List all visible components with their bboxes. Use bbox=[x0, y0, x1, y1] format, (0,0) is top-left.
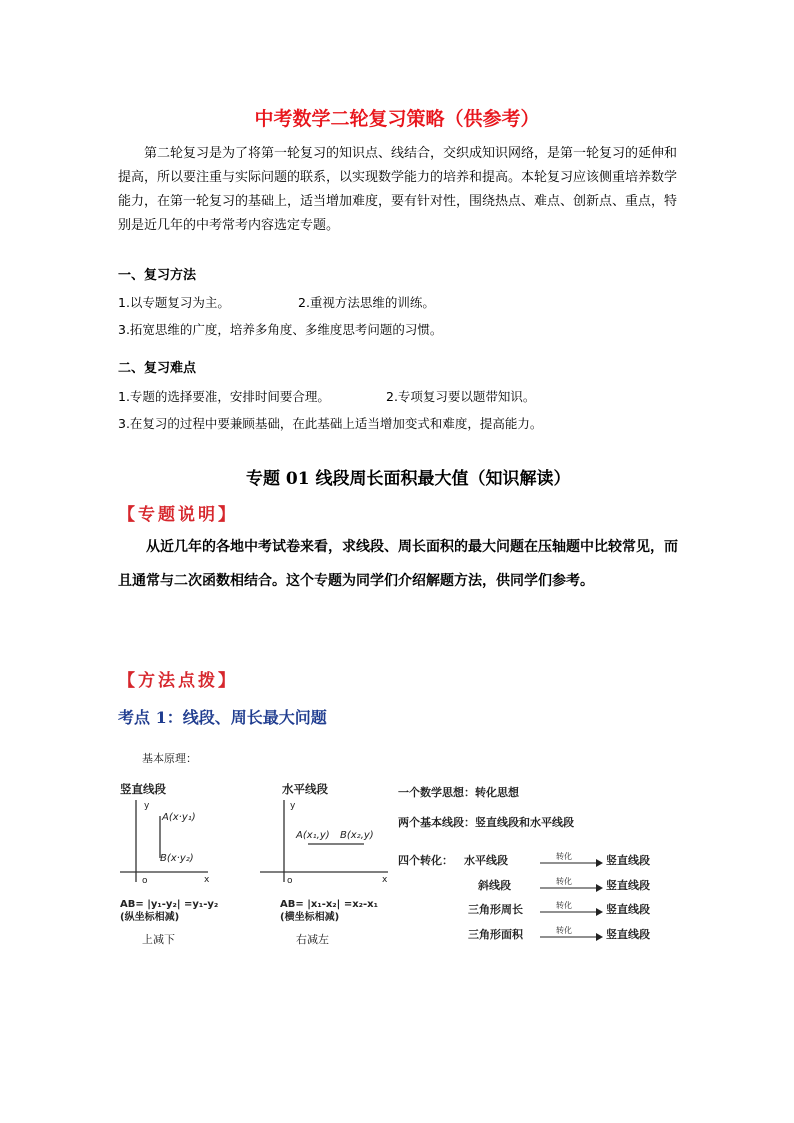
arrowhead-icon bbox=[596, 884, 603, 892]
horizontal-point-a: A(x₁,y) bbox=[296, 830, 330, 841]
vertical-origin-label: o bbox=[142, 876, 148, 886]
vertical-note: (纵坐标相减) bbox=[120, 912, 180, 923]
arrowhead-icon bbox=[596, 908, 603, 916]
vertical-formula: AB= |y₁-y₂| =y₁-y₂ bbox=[120, 899, 219, 910]
label-method-tips: 【方法点拨】 bbox=[118, 671, 238, 691]
arrowhead-icon bbox=[596, 859, 603, 867]
horizontal-note: (横坐标相减) bbox=[280, 912, 340, 923]
topic-title: 专题 01 线段周长面积最大值（知识解读） bbox=[246, 469, 571, 489]
intro-paragraph: 第二轮复习是为了将第一轮复习的知识点、线结合，交织成知识网络，是第一轮复习的延伸和提高，所以要注重与实际问题的联系，以实现数学能力的培养和提高。本轮复习应该侧重培养数学能力，在第一轮复习的基础上，适当增加难度，要有针对性，围绕热点、难点、创新点、重点，特别是近几年的中考常考内容选定专题。 bbox=[118, 146, 678, 233]
basic-principle-diagram bbox=[100, 740, 700, 960]
horizontal-y-axis-label: y bbox=[290, 801, 296, 811]
principle-diagram-svg bbox=[100, 740, 700, 960]
vertical-x-axis-label: x bbox=[204, 875, 210, 885]
conversion-row bbox=[468, 925, 650, 941]
math-thought: 一个数学思想：转化思想 bbox=[398, 786, 519, 799]
difficulty-item-3: 3.在复习的过程中要兼顾基础，在此基础上适当增加变式和难度，提高能力。 bbox=[118, 416, 543, 431]
vertical-rule: 上减下 bbox=[142, 933, 175, 946]
page-title: 中考数学二轮复习策略（供参考） bbox=[254, 108, 540, 130]
horizontal-formula: AB= |x₁-x₂| =x₂-x₁ bbox=[280, 899, 379, 910]
conversion-summary bbox=[398, 785, 650, 941]
conversion-row bbox=[478, 876, 650, 892]
conversion-from: 斜线段 bbox=[478, 879, 511, 892]
label-topic-explanation: 【专题说明】 bbox=[118, 505, 238, 525]
section-heading-methods: 一、复习方法 bbox=[118, 268, 197, 283]
principle-label: 基本原理： bbox=[142, 752, 197, 765]
vertical-point-b: B(x·y₂) bbox=[160, 853, 194, 864]
conversion-from: 三角形周长 bbox=[468, 903, 523, 916]
horizontal-title: 水平线段 bbox=[282, 782, 328, 796]
conversion-row bbox=[464, 851, 650, 867]
conversion-row bbox=[468, 900, 650, 916]
topic-description: 从近几年的各地中考试卷来看，求线段、周长面积的最大问题在压轴题中比较常见，而且通常与二次函数相结合。这个专题为同学们介绍解题方法，供同学们参考。 bbox=[118, 539, 678, 589]
conversion-to: 竖直线段 bbox=[606, 879, 650, 892]
four-conversions-label: 四个转化： bbox=[398, 854, 453, 867]
horizontal-point-b: B(x₂,y) bbox=[340, 830, 374, 841]
conversion-from: 水平线段 bbox=[464, 854, 508, 867]
method-item-1: 1.以专题复习为主。 bbox=[118, 295, 230, 310]
conversion-arrow-label: 转化 bbox=[556, 877, 572, 886]
vertical-point-a: A(x·y₁) bbox=[162, 812, 196, 823]
difficulty-item-2: 2.专项复习要以题带知识。 bbox=[386, 389, 536, 404]
conversion-arrow-label: 转化 bbox=[556, 901, 572, 910]
horizontal-rule: 右减左 bbox=[296, 933, 329, 946]
section-heading-difficulties: 二、复习难点 bbox=[118, 361, 197, 376]
horizontal-origin-label: o bbox=[287, 876, 293, 886]
conversion-arrow-label: 转化 bbox=[556, 852, 572, 861]
vertical-title: 竖直线段 bbox=[120, 782, 166, 796]
conversion-arrow-label: 转化 bbox=[556, 926, 572, 935]
difficulty-item-1: 1.专题的选择要准，安排时间要合理。 bbox=[118, 389, 330, 404]
conversion-to: 竖直线段 bbox=[606, 854, 650, 867]
horizontal-segment-panel bbox=[260, 782, 388, 946]
method-item-3: 3.拓宽思维的广度，培养多角度、多维度思考问题的习惯。 bbox=[118, 322, 443, 337]
arrowhead-icon bbox=[596, 933, 603, 941]
method-item-2: 2.重视方法思维的训练。 bbox=[298, 295, 435, 310]
conversion-from: 三角形面积 bbox=[468, 928, 523, 941]
conversion-to: 竖直线段 bbox=[606, 903, 650, 916]
kaodian-1-heading: 考点 1：线段、周长最大问题 bbox=[118, 708, 327, 727]
vertical-segment-panel bbox=[120, 782, 218, 946]
conversion-to: 竖直线段 bbox=[606, 928, 650, 941]
horizontal-x-axis-label: x bbox=[382, 875, 388, 885]
basic-segments: 两个基本线段：竖直线段和水平线段 bbox=[398, 816, 574, 829]
vertical-y-axis-label: y bbox=[144, 801, 150, 811]
